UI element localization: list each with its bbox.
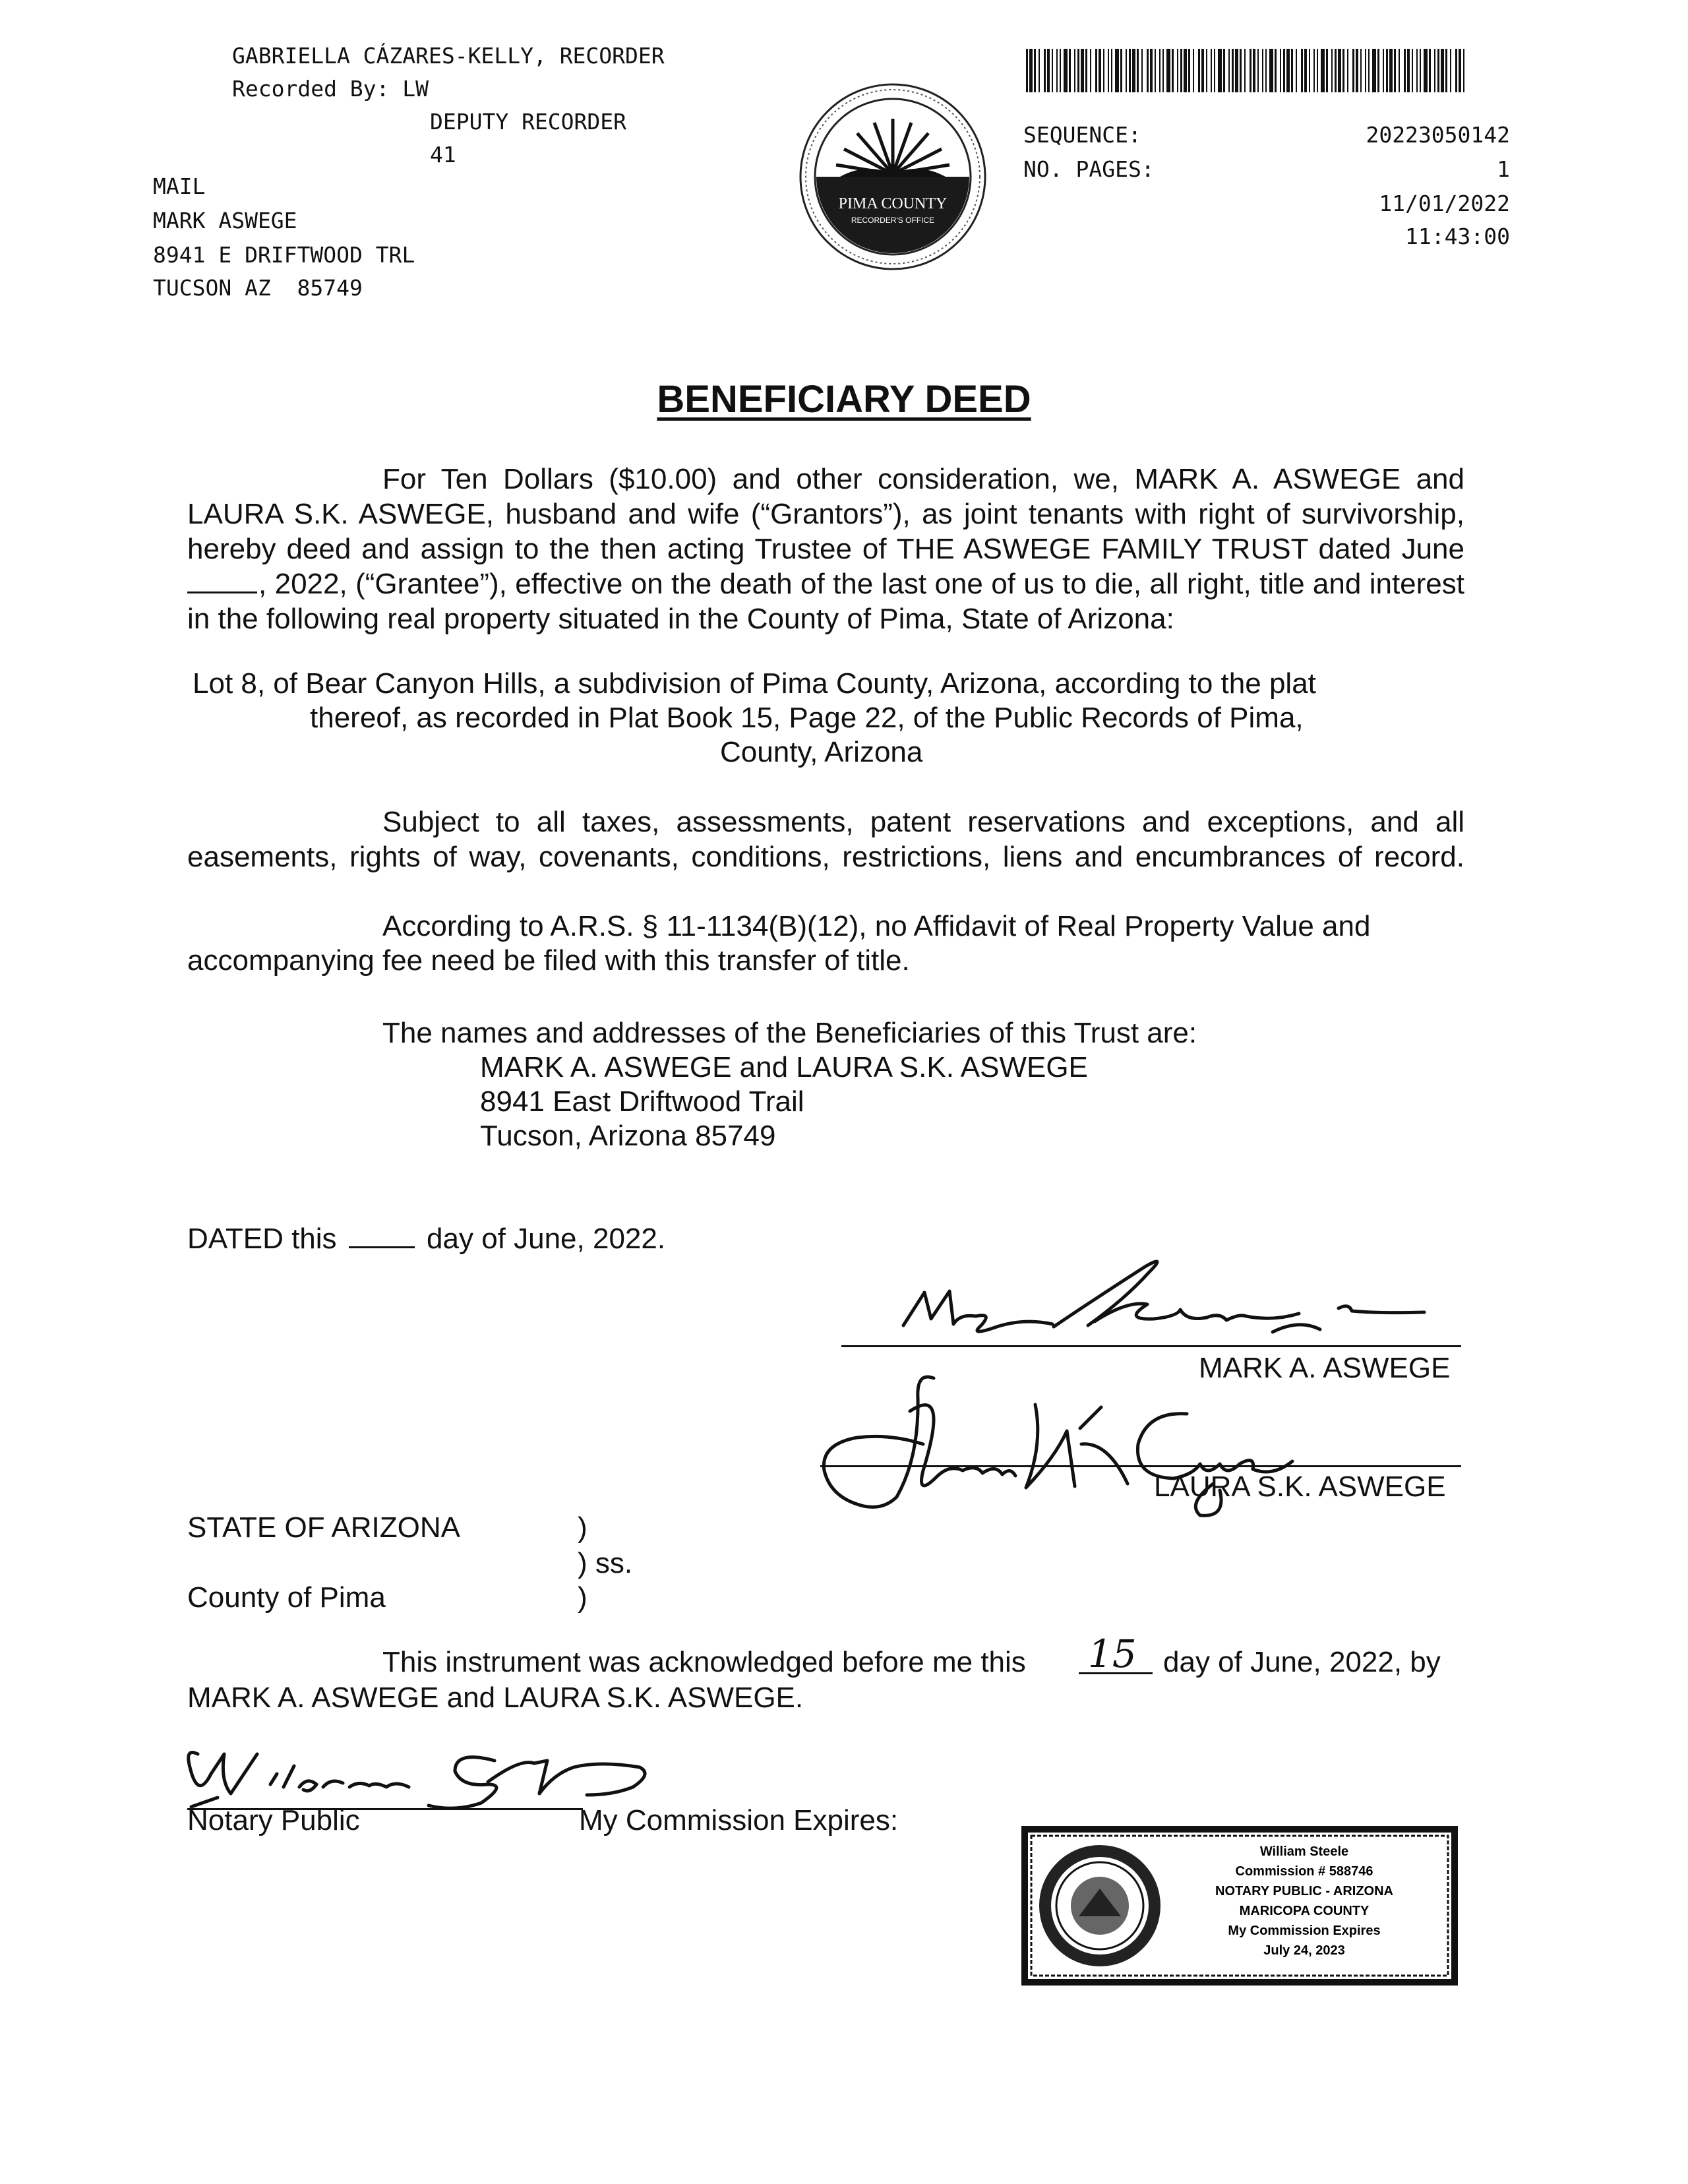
ack-after: day of June, 2022, by xyxy=(1163,1646,1441,1678)
beneficiaries-street: 8941 East Driftwood Trail xyxy=(480,1085,804,1118)
dated-label xyxy=(187,1221,665,1256)
stamp-commission: Commission # 588746 xyxy=(1235,1864,1373,1879)
notary-stamp xyxy=(1021,1825,1459,1986)
signature-line-1 xyxy=(841,1345,1461,1347)
deputy-number: 41 xyxy=(430,142,456,167)
stamp-name: William Steele xyxy=(1259,1844,1349,1859)
dated-after: day of June, 2022. xyxy=(427,1223,666,1255)
notary-label: Notary Public xyxy=(187,1804,360,1836)
legal-line2: thereof, as recorded in Plat Book 15, Page 22, of the Public Records of Pima, xyxy=(310,702,1304,734)
signature-line-2 xyxy=(820,1465,1461,1467)
venue-state: STATE OF ARIZONA xyxy=(187,1511,460,1544)
seal-text-1: PIMA COUNTY xyxy=(838,195,948,212)
beneficiaries-names: MARK A. ASWEGE and LAURA S.K. ASWEGE xyxy=(480,1051,1088,1083)
para3-line2: accompanying fee need be filed with this transfer of title. xyxy=(187,944,910,977)
sequence-value: 20223050142 xyxy=(1366,122,1510,148)
para2-line1: Subject to all taxes, assessments, patent reservations and exceptions, and all xyxy=(382,806,1464,838)
ack-line2: MARK A. ASWEGE and LAURA S.K. ASWEGE. xyxy=(187,1682,804,1714)
mail-label: MAIL xyxy=(153,173,206,199)
stamp-expires-label: My Commission Expires xyxy=(1228,1924,1381,1938)
legal-line3: County, Arizona xyxy=(720,736,923,768)
pima-county-recorder-seal xyxy=(782,78,1004,276)
para1-line5: in the following real property situated in the County of Pima, State of Arizona: xyxy=(187,603,1174,635)
stamp-expires-date: July 24, 2023 xyxy=(1263,1943,1345,1958)
venue-county: County of Pima xyxy=(187,1581,386,1614)
pages-value: 1 xyxy=(1497,156,1510,182)
recording-date: 11/01/2022 xyxy=(1379,191,1510,216)
pages-label: NO. PAGES: xyxy=(1023,156,1155,182)
para1-line3: hereby deed and assign to the then acting Trustee of THE ASWEGE FAMILY TRUST dated June xyxy=(187,533,1464,565)
venue-ss: ) ss. xyxy=(578,1547,633,1579)
para1-line2: LAURA S.K. ASWEGE, husband and wife (“Grantors”), as joint tenants with right of survivorship, xyxy=(187,498,1464,530)
para2-line2: easements, rights of way, covenants, conditions, restrictions, liens and encumbrances of record. xyxy=(187,841,1464,873)
recorder-name: GABRIELLA CÁZARES-KELLY, RECORDER xyxy=(232,43,665,69)
stamp-county: MARICOPA COUNTY xyxy=(1239,1904,1370,1918)
commission-expires: My Commission Expires: xyxy=(579,1804,899,1836)
beneficiaries-intro: The names and addresses of the Beneficiaries of this Trust are: xyxy=(382,1017,1197,1049)
trust-date-blank xyxy=(187,566,257,593)
para1-line4: , 2022, (“Grantee”), effective on the death of the last one of us to die, all right, title and interest xyxy=(258,568,1464,600)
legal-line1: Lot 8, of Bear Canyon Hills, a subdivision of Pima County, Arizona, according to the plat xyxy=(193,667,1316,700)
venue-paren-3: ) xyxy=(578,1581,588,1614)
recorded-by: Recorded By: LW xyxy=(232,76,429,102)
recording-time: 11:43:00 xyxy=(1405,224,1510,249)
document-title: BENEFICIARY DEED xyxy=(657,378,1031,421)
ack-day-handwritten: 15 xyxy=(1088,1631,1137,1676)
sequence-label: SEQUENCE: xyxy=(1023,122,1141,148)
mail-name: MARK ASWEGE xyxy=(153,208,297,233)
venue-paren-1: ) xyxy=(578,1511,588,1544)
signer-2-name: LAURA S.K. ASWEGE xyxy=(1154,1471,1446,1503)
seal-text-2: RECORDER'S OFFICE xyxy=(851,216,935,225)
para1-line1: For Ten Dollars ($10.00) and other consideration, we, MARK A. ASWEGE and xyxy=(382,463,1464,495)
barcode-icon xyxy=(1026,49,1468,92)
dated-day-blank xyxy=(349,1221,415,1248)
stamp-title: NOTARY PUBLIC - ARIZONA xyxy=(1215,1884,1393,1898)
mail-city: TUCSON AZ 85749 xyxy=(153,275,363,301)
mail-street: 8941 E DRIFTWOOD TRL xyxy=(153,242,415,268)
para3-line1: According to A.R.S. § 11-1134(B)(12), no Affidavit of Real Property Value and xyxy=(382,910,1371,942)
signer-1-name: MARK A. ASWEGE xyxy=(1199,1352,1451,1384)
beneficiaries-city: Tucson, Arizona 85749 xyxy=(480,1120,776,1152)
signature-notary xyxy=(178,1734,666,1813)
deputy-recorder: DEPUTY RECORDER xyxy=(430,109,627,135)
dated-before: DATED this xyxy=(187,1223,337,1255)
ack-before: This instrument was acknowledged before me this xyxy=(382,1646,1026,1678)
